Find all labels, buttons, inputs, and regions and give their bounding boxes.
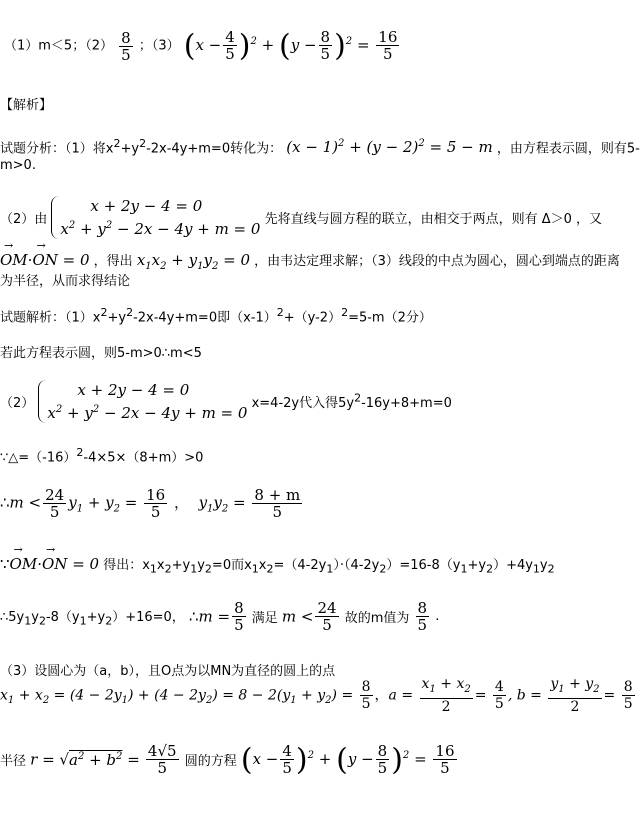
analysis-line-1: 试题分析：（1）将$x^2+y^2-2x-4y+m=0$转化为： $(x - 1)^2 + (y - 2)^2 = 5 - m$ ，由方程表示圆，则有5- (0, 137, 640, 157)
solution-line-3: （2） x + 2y − 4 = 0 $x^2 + y^2 - 2x - 4y + m = 0$ x=4-2y代入得$5y^2-16y+8+m=0$ (0, 381, 452, 422)
vector-dot-product: → OM·→ ON = 0 (0, 251, 90, 269)
fraction-8-5: $\frac{8}{5}$ (121, 28, 131, 64)
analysis-line-3: → OM·→ ON = 0 ，得出 $x_1x_2 + y_1y_2 = 0$ ，由韦达定理求解；（3）线段的中点为圆心，圆心到端点的距离 (0, 250, 620, 272)
solution-line-2: 若此方程表示圆，则5-m>0∴m<5 (0, 346, 202, 361)
solution-line-10: 半径 $r = √a^2 + b^2$ = $\frac{4√5}{5}$ 圆的方程 (x − $\frac{4}{5}$ )$^2$ + (y − $\frac{8}{5}$ )$^2$ = $\frac{16}{5}$ (0, 742, 455, 777)
analysis-line-2: （2）由 x + 2y − 4 = 0 $x^2 + y^2 - 2x - 4y + m = 0$ 先将直线与圆方程的联立，由相交于两点，则有 Δ＞0 ，又 (0, 197, 603, 238)
equation-system: x + 2y − 4 = 0 $x^2 + y^2 - 2x - 4y + m = 0$ (51, 196, 260, 239)
solution-line-1: 试题解析：$(1)x^2+y^2-2x-4y+m=0$即$(x-1)^2+(y-2)^2=5-m(2$分） (0, 306, 432, 326)
circle-equation: (x − $\frac{4}{5}$ )$^2$ + (y − $\frac{8}{5}$ )$^2$ = $\frac{16}{5}$ (183, 28, 398, 63)
solution-line-7: $\therefore 5y_1y_2-8(y_1+y_2)+16=0$， ∴m = $\frac{8}{5}$ 满足 m < $\frac{24}{5}$ 故的m值为 $\frac{8}{5}$ . (0, 599, 440, 634)
analysis-line-1b: m>0. (0, 158, 36, 173)
solution-line-6: ∵→ OM·→ ON = 0 得出：$x_1x_2+y_1y_2=0$而$x_1x_2=(4-2y_1)\cdot(4-2y_2)=16-8(y_1+y_2)+4y_1y_2$ (0, 554, 555, 576)
equation-system-2: x + 2y − 4 = 0 $x^2 + y^2 - 2x - 4y + m = 0$ (38, 380, 247, 423)
converted-equation: $(x - 1)^2 + (y - 2)^2 = 5 - m$ (286, 138, 493, 157)
answer-part1: （1）m＜5；（2） (4, 38, 113, 54)
solution-line-4: $\because\triangle=(-16)^2-4\times 5\times(8+m)>0$ (0, 446, 204, 466)
answer-line (4, 28, 401, 63)
answer-part2: ；（3） (138, 38, 180, 54)
solution-line-9: $x_1 + x_2 = (4 - 2y_1) + (4 - 2y_2) = 8 - 2(y_1 + y_2)$ = $\frac{8}{5}$ ，a = $\frac{x_1 + x_2}{2}$ = $\frac{4}{5}$ , b = $\frac{y_1 + y_2}{2}$ = $\frac{8}{5}$ (0, 676, 633, 715)
analysis-line-3b: 为半径，从而求得结论 (0, 274, 131, 289)
solution-line-8: （3）设圆心为（a，b），且O点为以MN为直径的圆上的点 (0, 664, 336, 679)
solution-line-5: ∴m < $\frac{24}{5}$ $y_1 + y_2$ = $\frac{16}{5}$ ， $y_1y_2$ = $\frac{8 + m}{5}$ (0, 486, 301, 521)
analysis-heading: 【解析】 (0, 98, 53, 113)
